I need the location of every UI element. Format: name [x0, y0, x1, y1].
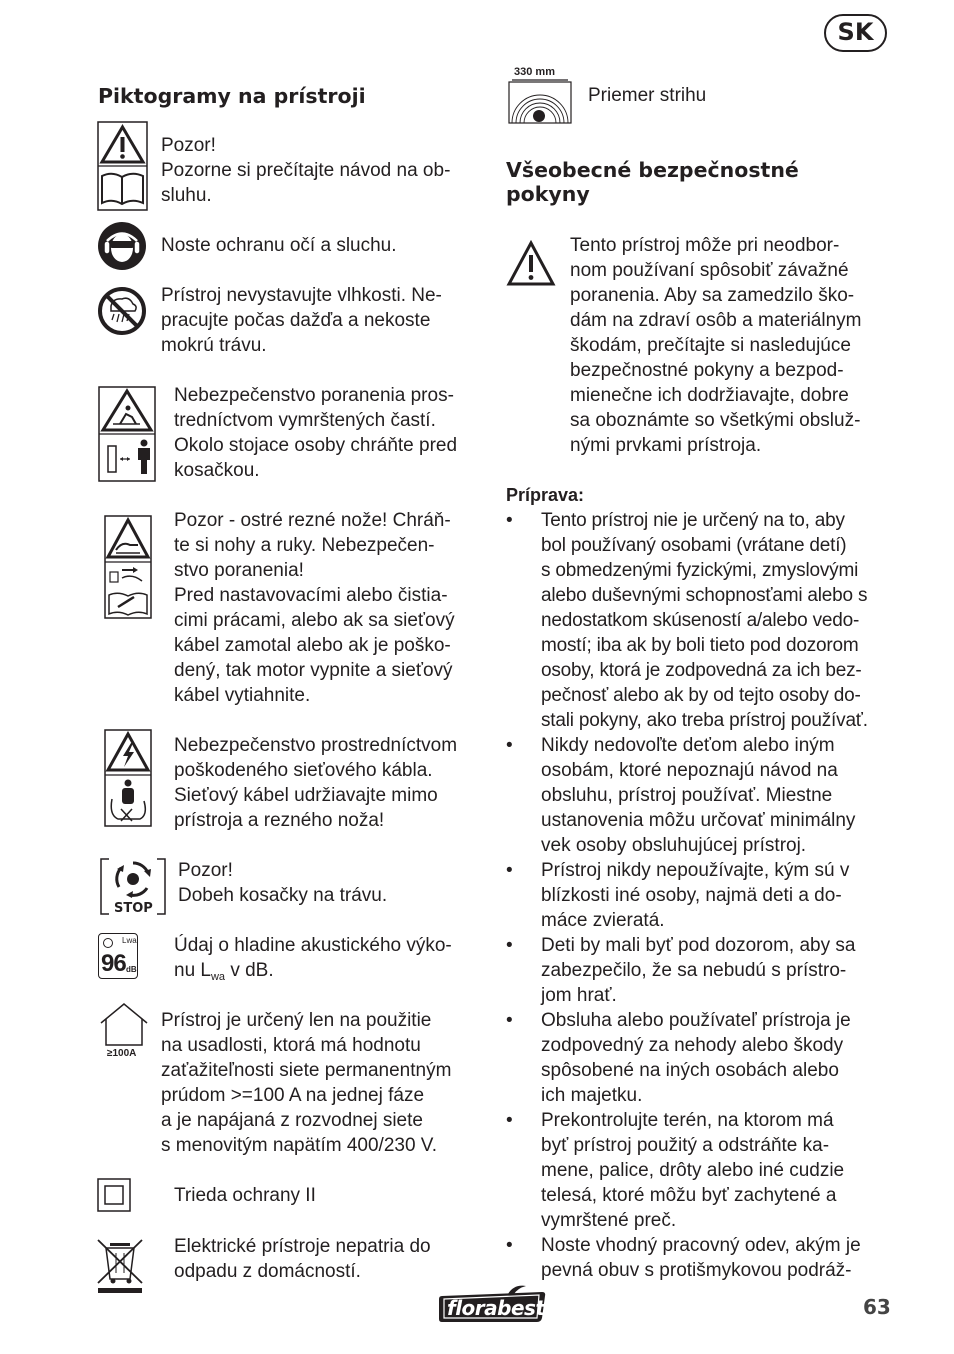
no-rain-icon: [97, 286, 147, 336]
no-rain-text: Prístroj nevystavujte vlhkosti. Ne- pracujte počas dažďa a nekoste mokrú trávu.: [161, 285, 442, 356]
electric-cable-icon: [104, 729, 152, 827]
stop-rundown-text: Pozor! Dobeh kosačky na trávu.: [178, 860, 388, 906]
bullet-marker: •: [506, 510, 513, 531]
eye-ear-protection-icon: [97, 221, 147, 271]
thrown-parts-text: Nebezpečenstvo poranenia pros- tredníctvom vymrštených častí. Okolo stojace osoby chráňte pred kosačkou.: [174, 385, 458, 481]
page-number: 63: [863, 1295, 891, 1319]
bullet-marker: •: [506, 1235, 513, 1256]
bullet-item: Prístroj nikdy nepoužívajte, kým sú v blízkosti iné osoby, najmä deti a do- máce zvieratá.: [541, 860, 850, 931]
bullet-marker: •: [506, 1110, 513, 1131]
protection-class-icon: [97, 1178, 131, 1212]
bullet-marker: •: [506, 1010, 513, 1031]
eye-ear-text: Noste ochranu očí a sluchu.: [161, 235, 397, 256]
safety-heading: Všeobecné bezpečnostné pokyny: [506, 158, 799, 206]
house-text: Prístroj je určený len na použitie na usadlosti, ktorá má hodnotu zaťažiteľnosti siete permanentným prúdom >=100 A na jednej fáze a je napájaná z rozvodnej siete s menovitým napätím 400/230 V.: [161, 1010, 452, 1156]
sound-level-icon: [98, 933, 138, 979]
weee-bin-icon: [96, 1237, 144, 1295]
weee-text: Elektrické prístroje nepatria do odpadu z domácností.: [174, 1236, 431, 1282]
electric-cable-text: Nebezpečenstvo prostredníctvom poškodeného sieťového kábla. Sieťový kábel udržiavajte mimo prístroja a rezného noža!: [174, 735, 458, 831]
bullet-item: Deti by mali byť pod dozorom, aby sa zabezpečilo, že sa nebudú s prístro- jom hrať.: [541, 935, 856, 1006]
bullet-item: Tento prístroj nie je určený na to, aby bol používaný osobami (vrátane detí) s obmedzenými fyzickými, zmyslovými alebo duševnými schopnosťami alebo s nedostatkom skúseností a/alebo vedo- mostí; iba ak by boli tieto pod dozorom osoby, ktorá je zodpovedná za ich bez- pečnosť alebo ak by od tejto osoby do- stali pokyny, ako treba prístroj používať.: [541, 510, 868, 731]
general-warning-text: Tento prístroj môže pri neodbor- nom používaní spôsobiť závažné poranenia. Aby sa zamedzilo ško- dám na zdraví osôb a materiálnym škodám, prečítajte si nasledujúce bezpečnostné pokyny a bezpod- mienečne ich dodržiavajte, dobre sa oboznámte so všetkými obsluž- nými prvkami prístroja.: [570, 235, 862, 456]
stop-rundown-icon: [99, 857, 167, 917]
pictograms-heading: Piktogramy na prístroji: [98, 84, 366, 108]
sound-dot-icon: [103, 938, 113, 948]
sound-value: 96: [101, 950, 126, 977]
bullet-item: Nikdy nedovoľte deťom alebo iným osobám, ktoré nepoznajú návod na obsluhu, prístroj používať. Miestne ustanovenia môžu určovať minimálny vek osoby obsluhujúcej prístroj.: [541, 735, 856, 856]
preparation-subheading: Príprava:: [506, 485, 585, 505]
house-label: ≥100A: [107, 1048, 137, 1059]
sound-unit: dB: [126, 965, 137, 974]
bullet-marker: •: [506, 860, 513, 881]
sound-level-text: Údaj o hladine akustického výko- nu $L_{wa}$ v dB.: [174, 935, 452, 983]
protection-class-text: Trieda ochrany II: [174, 1185, 316, 1206]
warning-book-icon: [97, 121, 148, 211]
cut-diameter-text: Priemer strihu: [588, 85, 707, 106]
bullet-marker: •: [506, 735, 513, 756]
cut-diameter-label: 330 mm: [514, 66, 555, 78]
bullet-item: Prekontrolujte terén, na ktorom má byť prístroj použitý a odstráňte ka- mene, palice, drôty alebo iné cudzie telesá, ktoré môžu byť zachytené a vymrštené preč.: [541, 1110, 845, 1231]
house-icon: [98, 1001, 150, 1059]
bullet-item: Noste vhodný pracovný odev, akým je pevná obuv s protišmykovou podráž-: [541, 1235, 861, 1281]
sharp-blades-text: Pozor - ostré rezné nože! Chráň- te si nohy a ruky. Nebezpečen- stvo poranenia! Pred nastavovacími alebo čistia- cimi prácami, alebo ak sa sieťový kábel zamotal alebo ak je poško- dený, tak motor vypnite a sieťový kábel vytiahnite.: [174, 510, 455, 706]
warning-book-text: Pozor! Pozorne si prečítajte návod na ob- sluhu.: [161, 135, 451, 206]
sound-small-label: Lwa: [122, 936, 137, 945]
sharp-blades-icon: [104, 515, 152, 619]
thrown-parts-icon: [98, 386, 156, 482]
cutting-diameter-icon: [508, 66, 572, 124]
florabest-logo: [438, 1284, 548, 1324]
stop-label: STOP: [114, 901, 153, 916]
general-warning-icon: [506, 240, 556, 288]
brand-text: florabest: [447, 1296, 545, 1320]
bullet-item: Obsluha alebo používateľ prístroja je zodpovedný za nehody alebo škody spôsobené na iných osobách alebo ich majetku.: [541, 1010, 851, 1106]
bullet-marker: •: [506, 935, 513, 956]
language-badge: SK: [824, 14, 887, 52]
